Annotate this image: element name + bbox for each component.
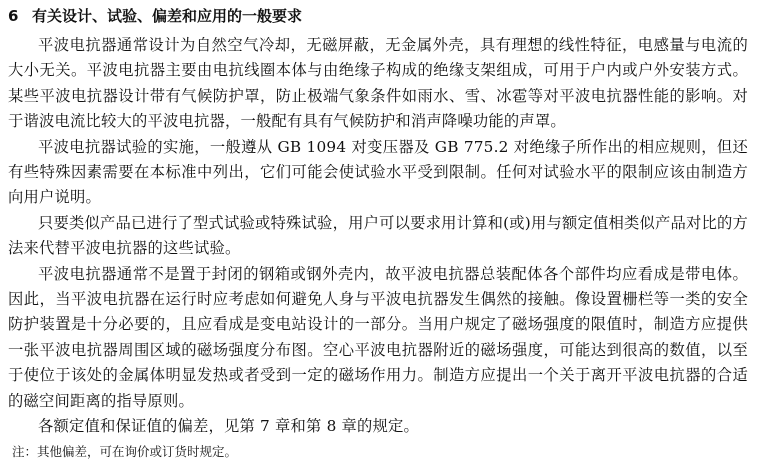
paragraph-application: 平波电抗器通常不是置于封闭的钢箱或钢外壳内，故平波电抗器总装配体各个部件均应看成是带电体。因此，当平波电抗器在运行时应考虑如何避免人身与平波电抗器发生偶然的接触。像设置栅栏等一类的安全防护装置是十分必要的，且应看成是变电站设计的一部分。当用户规定了磁场强度的限值时，制造方应提供一张平波电抗器周围区域的磁场强度分布图。空心平波电抗器附近的磁场强度，可能达到很高的数值，以至于使位于该处的金属体明显发热或者受到一定的磁场作用力。制造方应提出一个关于离开平波电抗器的合适的磁空间距离的指导原则。 (8, 264, 748, 410)
section-title: 有关设计、试验、偏差和应用的一般要求 (32, 7, 303, 25)
paragraph-testing: 平波电抗器试验的实施，一般遵从 GB 1094 对变压器及 GB 775.2 对绝缘子所作出的相应规则，但还有些特殊因素需要在本标准中列出，它们可能会使试验水平受到限制。任何对试验水平的限制应该由制造方向用户说明。 (8, 137, 748, 207)
paragraph-design: 平波电抗器通常设计为自然空气冷却，无磁屏蔽，无金属外壳，具有理想的线性特征，电感量与电流的大小无关。平波电抗器主要由电抗线圈本体与由绝缘子构成的绝缘支架组成，可用于户内或户外安装方式。某些平波电抗器设计带有气候防护罩，防止极端气象条件如雨水、雪、冰雹等对平波电抗器性能的影响。对于谐波电流比较大的平波电抗器，一般配有具有气候防护和消声降噪功能的声罩。 (8, 36, 748, 131)
paragraph-tolerances: 各额定值和保证值的偏差，见第 7 章和第 8 章的规定。 (38, 417, 420, 436)
note: 注：其他偏差，可在询价或订货时规定。 (12, 443, 238, 459)
section-number: 6 (8, 7, 19, 25)
paragraph-substitution: 只要类似产品已进行了型式试验或特殊试验，用户可以要求用计算和(或)用与额定值相类似产品对比的方法来代替平波电抗器的这些试验。 (8, 213, 748, 258)
section-heading (8, 5, 748, 27)
